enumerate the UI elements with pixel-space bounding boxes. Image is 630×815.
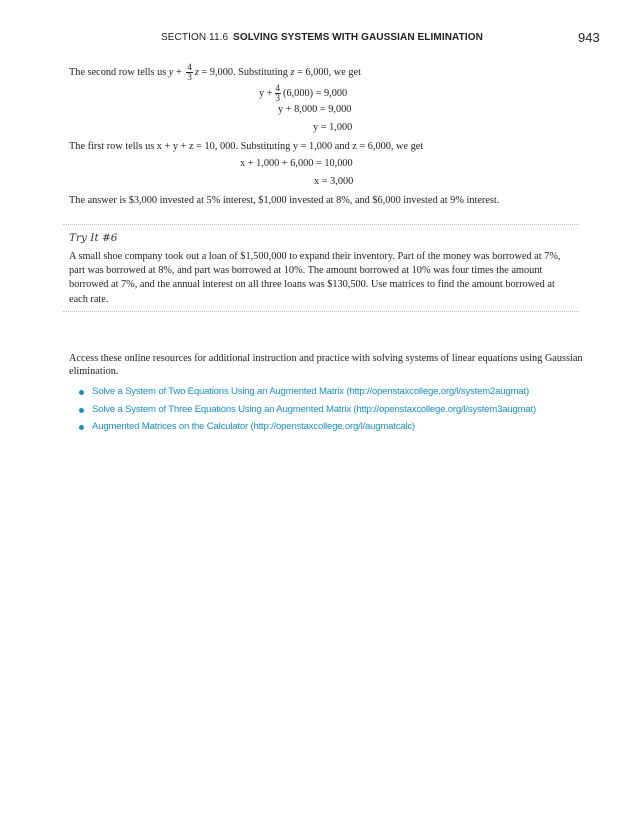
resources-intro: Access these online resources for additional instruction and practice with solving systems of linear equations using Gaussian elimination. — [69, 353, 583, 378]
resource-links-list — [79, 386, 536, 439]
section-label: SECTION 11.6 — [161, 32, 229, 43]
bullet-icon — [79, 390, 84, 395]
equation-right: (6,000) = 9,000 — [283, 87, 348, 99]
equation-5: x = 3,000 — [314, 176, 354, 187]
resource-link-text[interactable]: Augmented Matrices on the Calculator (http://openstaxcollege.org/l/augmatcalc) — [92, 421, 416, 432]
equation-1 — [259, 84, 347, 103]
fraction-denominator: 3 — [187, 72, 192, 82]
text-span: + — [173, 66, 185, 78]
section-title: SOLVING SYSTEMS WITH GAUSSIAN ELIMINATION — [233, 32, 483, 43]
math-var: y — [168, 66, 174, 78]
fraction-numerator: 4 — [187, 62, 192, 72]
try-it-bottom-divider — [63, 311, 579, 312]
fraction — [275, 84, 282, 103]
math-var: z — [194, 66, 199, 78]
resource-link[interactable] — [79, 404, 536, 422]
bullet-icon — [79, 408, 84, 413]
answer-paragraph: The answer is $3,000 invested at 5% interest, $1,000 invested at 8%, and $6,000 invested at 9% interest. — [69, 195, 500, 206]
resource-link-text[interactable]: Solve a System of Two Equations Using an Augmented Matrix (http://openstaxcollege.org/l/system2augmat) — [92, 386, 529, 397]
text-span: = 9,000. Substituting — [198, 66, 291, 78]
fraction-denominator: 3 — [275, 93, 281, 103]
equation-4: x + 1,000 + 6,000 = 10,000 — [240, 158, 353, 169]
text-span: = 6,000, we get — [294, 66, 361, 78]
first-row-paragraph: The first row tells us x + y + z = 10, 000. Substituting y = 1,000 and z = 6,000, we get — [69, 141, 424, 152]
page-number: 943 — [578, 30, 600, 45]
equation-left: y + — [259, 87, 273, 99]
equation-2: y + 8,000 = 9,000 — [278, 104, 352, 115]
page-header — [0, 30, 630, 46]
resource-link-text[interactable]: Solve a System of Three Equations Using an Augmented Matrix (http://openstaxcollege.org/l/system3augmat) — [92, 403, 537, 415]
equation-3: y = 1,000 — [313, 122, 353, 133]
resource-link[interactable] — [79, 421, 536, 439]
section-heading — [161, 32, 483, 43]
try-it-text: A small shoe company took out a loan of $1,500,000 to expand their inventory. Part of the money was borrowed at 7%, part was borrowed at 8%, and part was borrowed at 10%. The amount borrowed at 10% was four times the amount borrowed at 7%, and the annual interest on all three loans was $130,500. Use matrices to find the amount borrowed at each rate. — [69, 251, 561, 305]
try-it-top-divider — [63, 224, 579, 225]
bullet-icon — [79, 425, 84, 430]
second-row-paragraph — [69, 63, 361, 82]
try-it-title: Try It #6 — [69, 232, 118, 244]
text-span: The second row tells us — [69, 66, 169, 78]
fraction-numerator: 4 — [275, 83, 281, 93]
math-var: z — [290, 66, 295, 78]
resource-link[interactable] — [79, 386, 536, 404]
fraction — [186, 63, 193, 82]
